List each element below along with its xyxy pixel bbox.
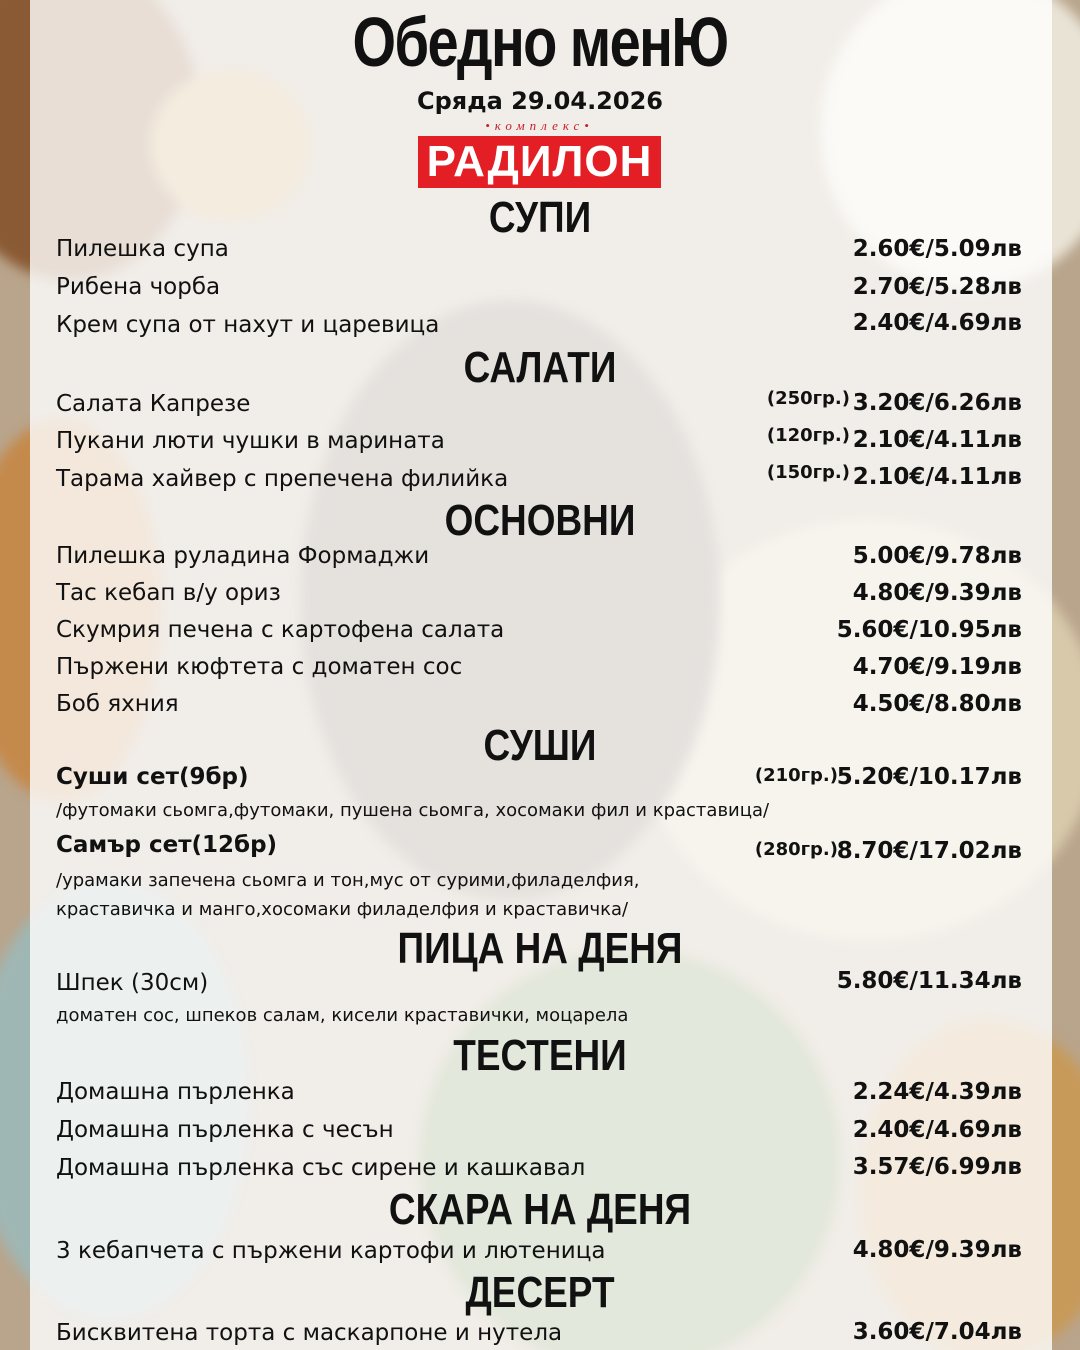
menu-item-name: Самър сет(12бр) [56, 832, 278, 858]
menu-item-name: Домашна пърленка със сирене и кашкавал [56, 1155, 586, 1181]
menu-item-name: Бисквитена торта с маскарпоне и нутела [56, 1320, 563, 1346]
menu-item-price: 2.40€/4.69лв [852, 1117, 1022, 1143]
menu-item-name: Домашна пърленка с чесън [56, 1117, 394, 1143]
menu-item-price: 2.60€/5.09лв [852, 236, 1022, 262]
menu-item-weight: (120гр.) [766, 425, 850, 446]
menu-item-price: 5.20€/10.17лв [836, 764, 1022, 790]
menu-item-name: 3 кебапчета с пържени картофи и лютеница [56, 1238, 606, 1264]
menu-item-price: 4.80€/9.39лв [852, 580, 1022, 606]
menu-title: Обедно менЮ [352, 3, 728, 81]
menu-item-price: 5.80€/11.34лв [836, 968, 1022, 994]
menu-item-name: Домашна пърленка [56, 1079, 295, 1105]
menu-item-name: Боб яхния [56, 691, 179, 717]
menu-item-name: Пилешка супа [56, 236, 229, 262]
menu-item-weight: (210гр.) [754, 765, 838, 786]
menu-date: Сряда 29.04.2026 [417, 87, 663, 115]
menu-item-price: 2.70€/5.28лв [852, 274, 1022, 300]
menu-item-description: краставичка и манго,хосомаки филаделфия и краставичка/ [56, 899, 629, 920]
menu-item-price: 4.70€/9.19лв [852, 654, 1022, 680]
menu-item-name: Тарама хайвер с препечена филийка [56, 466, 509, 492]
menu-item-description: /урамаки запечена сьомга и тон,мус от сурими,филаделфия, [56, 870, 640, 891]
logo-wordmark: РАДИЛОН [418, 136, 661, 188]
menu-item-weight: (280гр.) [754, 839, 838, 860]
menu-item-name: Тас кебап в/у ориз [56, 580, 281, 606]
logo-tagline: •комплекс• [485, 118, 594, 133]
section-title-soups: СУПИ [488, 193, 592, 242]
menu-item-price: 5.00€/9.78лв [852, 543, 1022, 569]
menu-item-price: 2.10€/4.11лв [852, 464, 1022, 490]
menu-item-price: 2.10€/4.11лв [852, 427, 1022, 453]
menu-item-price: 4.80€/9.39лв [852, 1237, 1022, 1263]
menu-item-name: Пилешка руладина Формаджи [56, 543, 430, 569]
menu-item-name: Скумрия печена с картофена салата [56, 617, 505, 643]
menu-item-price: 2.24€/4.39лв [852, 1079, 1022, 1105]
section-title-grill: СКАРА НА ДЕНЯ [388, 1185, 692, 1234]
menu-item-description: /футомаки сьомга,футомаки, пушена сьомга, хосомаки фил и краставица/ [56, 800, 770, 821]
menu-item-name: Пържени кюфтета с доматен сос [56, 654, 463, 680]
menu-item-name: Суши сет(9бр) [56, 764, 249, 790]
menu-item-weight: (250гр.) [766, 388, 850, 409]
section-title-dessert: ДЕСЕРТ [465, 1268, 615, 1317]
menu-item-price: 2.40€/4.69лв [852, 310, 1022, 336]
menu-item-price: 3.20€/6.26лв [852, 390, 1022, 416]
menu-item-name: Салата Капрезе [56, 391, 251, 417]
section-title-salads: САЛАТИ [463, 343, 617, 392]
section-title-pizza: ПИЦА НА ДЕНЯ [397, 924, 683, 973]
menu-item-name: Рибена чорба [56, 274, 221, 300]
menu-item-price: 4.50€/8.80лв [852, 691, 1022, 717]
menu-item-weight: (150гр.) [766, 462, 850, 483]
section-title-pastry: ТЕСТЕНИ [453, 1031, 627, 1080]
menu-item-price: 5.60€/10.95лв [836, 617, 1022, 643]
menu-item-price: 3.60€/7.04лв [852, 1319, 1022, 1345]
menu-item-name: Крем супа от нахут и царевица [56, 312, 440, 338]
menu-item-price: 8.70€/17.02лв [836, 838, 1022, 864]
section-title-mains: ОСНОВНИ [444, 496, 636, 545]
menu-item-name: Пукани люти чушки в марината [56, 428, 445, 454]
menu-item-description: доматен сос, шпеков салам, кисели краставички, моцарела [56, 1005, 629, 1026]
menu-item-price: 3.57€/6.99лв [852, 1154, 1022, 1180]
radilon-logo [418, 118, 661, 190]
menu-item-name: Шпек (30см) [56, 970, 209, 996]
section-title-sushi: СУШИ [483, 721, 597, 770]
